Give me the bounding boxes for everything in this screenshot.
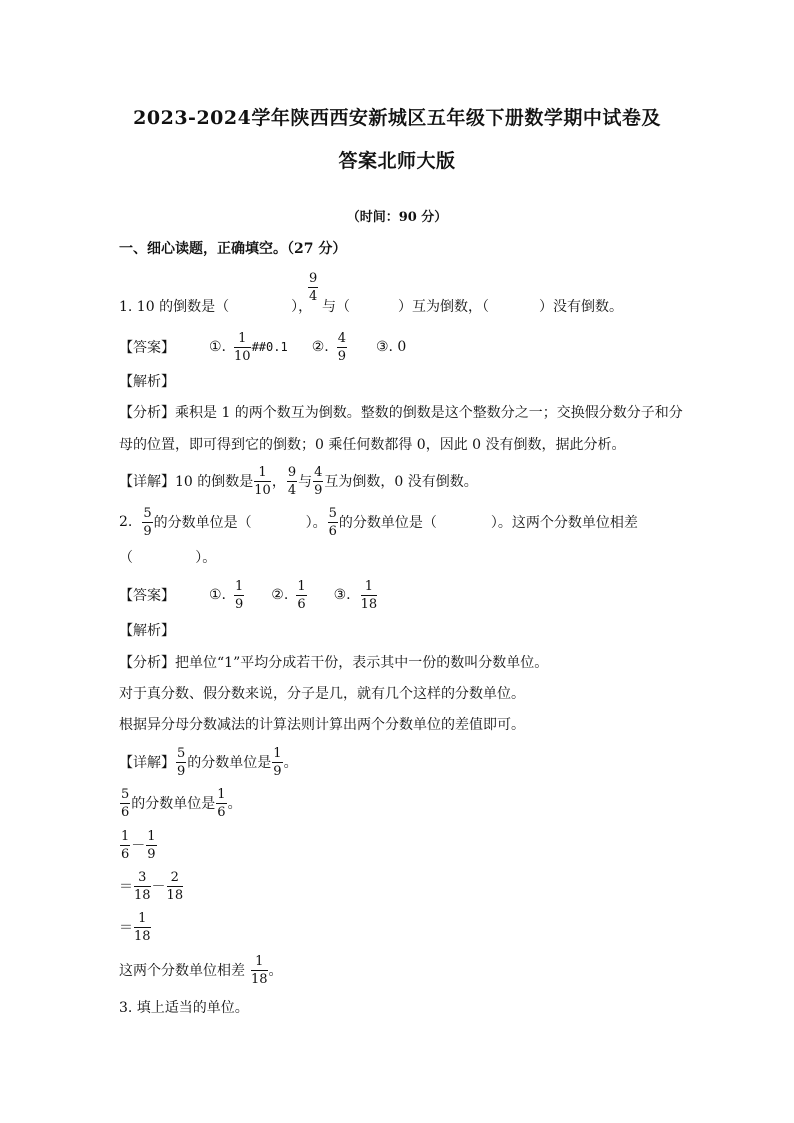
q1-detail-f1 [254,466,271,497]
q2-a2-frac [296,580,306,611]
q2-a2-den: 6 [297,596,306,612]
q1-detail-f1-num: 1 [254,466,271,482]
q2-c1a-den: 6 [121,846,130,862]
q1-detail-f3-num: 4 [314,464,323,480]
q2-a1-num: 1 [235,578,244,594]
q2-d2-num: 5 [121,786,130,802]
q1-detail-f2-den: 4 [287,482,297,498]
question-2 [119,502,638,542]
q2-calc-row1 [119,825,158,865]
q2-d2-den: 6 [121,804,130,820]
q2-d1r-den: 9 [273,763,282,779]
q2-detail-row1 [119,742,298,782]
q1-analysis-line1: 【分析】乘积是 1 的两个数互为倒数。整数的倒数是这个整数分之一；交换假分数分子和分 [119,405,683,421]
q2-c2-eq: ＝ [119,879,133,895]
q1-mid3: ）互为倒数，（ [398,299,489,315]
q2-f2-den: 6 [328,523,337,539]
q2-a2-num: 1 [297,578,306,594]
q2-c1b [146,830,156,861]
question-1 [119,296,312,318]
q2-text4: ）。这两个分数单位相差 [490,515,638,531]
q2-a2-marker: ②. [271,587,289,603]
q2-d1-den: 9 [177,763,186,779]
q2-calc-row3 [119,907,152,947]
q2-d2 [120,788,130,819]
q2-c1a-num: 1 [121,828,130,844]
q2-detail-label: 【详解】 [119,755,175,771]
q2-line2: （ ）。 [119,550,217,566]
q2-d2r [216,788,226,819]
q1-mid2: 与（ [322,299,350,315]
q2-text1: 的分数单位是（ [153,515,252,531]
q1-end: ）没有倒数。 [539,299,623,315]
question-1-rest [322,296,623,318]
q2-d2-text: 的分数单位是 [131,796,216,812]
q1-detail-end: 互为倒数，0 没有倒数。 [324,474,478,490]
q1-detail-comma: ， [271,474,286,490]
q2-analysis-line3: 根据异分母分数减法的计算法则计算出两个分数单位的差值即可。 [119,717,525,733]
q1-prefix: 1. 10 的倒数是（ [119,299,230,315]
q2-answer-row [119,575,378,615]
q1-detail-f1-den: 10 [254,482,271,498]
q2-conclusion [119,950,283,990]
q2-d1-period: 。 [283,755,298,771]
q1-detail-f3 [313,466,323,497]
q1-ans1-den: 10 [234,348,251,364]
q1-frac-den: 4 [309,289,318,304]
q1-ans2-frac [337,332,347,363]
q1-fraction [308,272,318,303]
q1-ans1-num: 1 [234,332,251,348]
q2-analysis-label: 【解析】 [119,623,175,639]
q2-c2a-num: 3 [134,871,151,887]
q1-ans1-frac [234,332,251,363]
q2-c1b-num: 1 [147,828,156,844]
q2-prefix: 2. [119,514,133,530]
q2-c2b-den: 18 [166,887,184,903]
q2-text2: ）。 [305,515,327,531]
q2-conc-num: 1 [251,955,268,971]
question-3: 3. 填上适当的单位。 [119,1000,249,1016]
q1-detail-with: 与 [298,474,313,490]
q2-conclusion-text: 这两个分数单位相差 [119,963,245,979]
q2-calc-row2 [119,866,184,906]
q2-c3-den: 18 [134,928,151,944]
q2-d1 [176,747,186,778]
q2-f1-den: 9 [143,523,152,539]
section-heading: 一、细心读题，正确填空。（27 分） [119,241,347,257]
q1-mid1: ）， [291,299,313,315]
q2-c2-minus: － [151,879,166,895]
q2-d1-text: 的分数单位是 [187,755,272,771]
q1-analysis-line2: 母的位置，即可得到它的倒数；0 乘任何数都得 0，因此 0 没有倒数，据此分析。 [119,437,626,453]
q2-f2 [328,507,338,538]
q1-ans2-marker: ②. [311,339,329,355]
q1-ans3: ③. 0 [375,339,407,355]
q2-a3-marker: ③. [333,587,351,603]
q1-detail-f3-den: 9 [314,482,323,498]
q2-c3-num: 1 [134,912,151,928]
document-title-line1: 2023-2024学年陕西西安新城区五年级下册数学期中试卷及 [133,107,661,129]
q1-answer-label: 【答案】 [119,340,175,356]
q2-f2-num: 5 [328,505,337,521]
q2-c1a [120,830,130,861]
q2-d1-num: 5 [177,745,186,761]
q1-frac-num: 9 [309,271,318,286]
q1-detail-f2 [287,466,297,497]
q1-ans1-tail: ##0.1 [251,340,288,354]
q2-a3-num: 1 [361,580,378,596]
q2-detail-row2 [119,783,242,823]
q1-analysis-label: 【解析】 [119,374,175,390]
q2-a1-den: 9 [235,596,244,612]
q2-c1-minus: － [131,838,146,854]
q2-a1-frac [234,580,244,611]
q2-d2r-num: 1 [217,786,226,802]
q2-c1b-den: 9 [147,846,156,862]
q2-c2b [167,871,184,902]
q2-text3: 的分数单位是（ [338,515,437,531]
q1-detail-f2-num: 9 [287,464,297,480]
q2-c3 [134,912,151,943]
q1-detail-prefix: 【详解】10 的倒数是 [119,474,254,490]
q2-d1r-num: 1 [273,745,282,761]
q2-a3-den: 18 [360,596,378,612]
q1-ans1-marker: ①. [209,339,227,355]
q2-a1-marker: ①. [209,587,227,603]
q1-answer-row [119,327,406,367]
q2-d2-period: 。 [227,796,242,812]
q1-ans2-num: 4 [337,330,346,346]
q2-conc-frac [251,955,268,986]
q2-conc-period: 。 [268,963,283,979]
q2-f1 [142,507,152,538]
q2-conc-den: 18 [251,971,268,987]
q2-d1r [272,747,282,778]
q2-c2a [134,871,151,902]
time-note: （时间：90 分） [346,210,448,225]
q2-a3-frac [361,580,378,611]
q2-analysis-line2: 对于真分数、假分数来说，分子是几，就有几个这样的分数单位。 [119,686,525,702]
q2-c2a-den: 18 [134,887,151,903]
document-title-line2: 答案北师大版 [338,150,456,172]
q2-d2r-den: 6 [217,804,226,820]
q2-f1-num: 5 [143,505,152,521]
q2-c3-eq: ＝ [119,920,133,936]
q2-answer-label: 【答案】 [119,588,175,604]
q1-detail [119,461,478,501]
q1-ans2-den: 9 [337,348,346,364]
q2-c2b-num: 2 [167,871,184,887]
q2-analysis-line1: 【分析】把单位“1”平均分成若干份，表示其中一份的数叫分数单位。 [119,655,549,671]
